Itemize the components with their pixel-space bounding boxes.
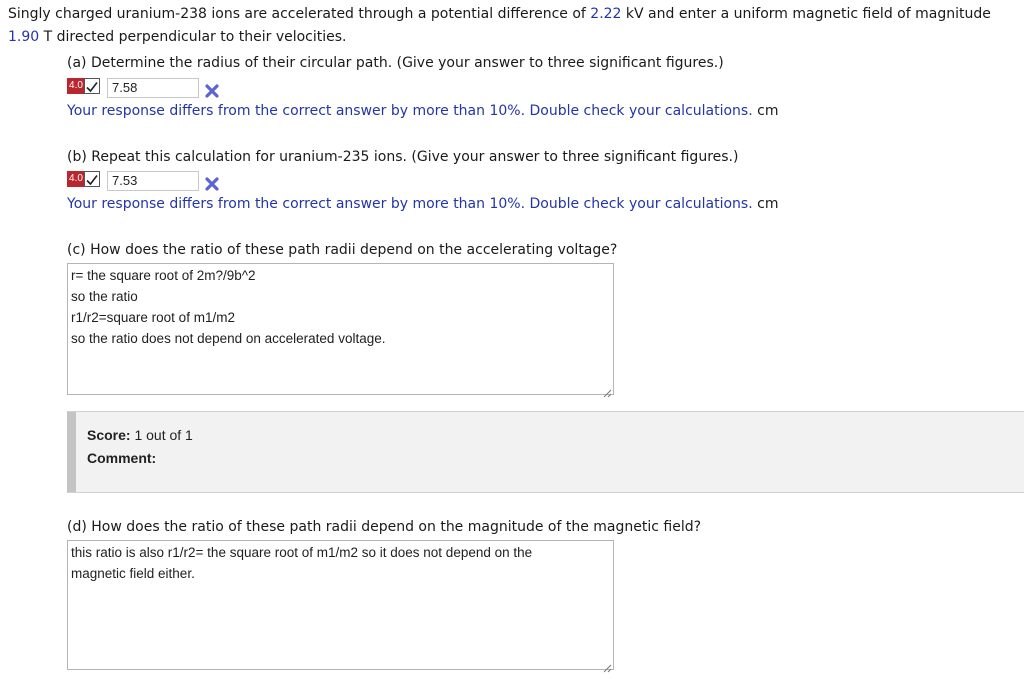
part-d-question: (d) How does the ratio of these path radii depend on the magnitude of the magnetic field? (67, 519, 702, 535)
points-label: 4.0 (67, 78, 85, 94)
part-b-feedback (67, 196, 778, 212)
score-line (87, 427, 193, 443)
unit-label: cm (757, 196, 779, 212)
score-value: 1 out of 1 (134, 427, 193, 443)
resize-grip-icon[interactable] (602, 383, 612, 393)
part-b-answer-field[interactable]: 7.53 (107, 171, 199, 191)
score-panel-bar (67, 412, 76, 492)
resize-grip-icon[interactable] (602, 658, 612, 668)
x-mark-icon (204, 83, 220, 99)
feedback-text: Your response differs from the correct answer by more than 10%. Double check your calculations. (67, 103, 753, 119)
part-d-response-textarea[interactable] (67, 540, 614, 670)
check-icon (84, 171, 100, 187)
part-b-question: (b) Repeat this calculation for uranium-235 ions. (Give your answer to three significant figures.) (67, 149, 739, 165)
response-line: magnetic field either. (71, 566, 195, 581)
score-panel (67, 411, 1024, 493)
problem-statement (8, 3, 1008, 49)
voltage-value: 2.22 (590, 6, 622, 22)
response-line: r= the square root of 2m?/9b^2 (71, 268, 256, 283)
part-a-points-badge (67, 78, 107, 96)
part-b-points-badge (67, 171, 107, 189)
points-label: 4.0 (67, 171, 85, 187)
response-line: this ratio is also r1/r2= the square root of m1/m2 so it does not depend on the (71, 545, 533, 560)
part-c-response-textarea[interactable] (67, 263, 614, 395)
unit-label: cm (757, 103, 779, 119)
part-a-answer-field[interactable]: 7.58 (107, 78, 199, 98)
score-label: Score: (87, 427, 131, 443)
part-c-question: (c) How does the ratio of these path radii depend on the accelerating voltage? (67, 242, 618, 258)
response-line: so the ratio (71, 289, 138, 304)
intro-text-3: T directed perpendicular to their velocities. (39, 29, 347, 45)
check-icon (84, 78, 100, 94)
response-line: r1/r2=square root of m1/m2 (71, 310, 235, 325)
part-a-feedback (67, 103, 778, 119)
intro-text-2: kV and enter a uniform magnetic field of magnitude (621, 6, 991, 22)
response-line: so the ratio does not depend on accelerated voltage. (71, 331, 386, 346)
comment-label: Comment: (87, 450, 157, 466)
part-a-question: (a) Determine the radius of their circular path. (Give your answer to three significant figures.) (67, 55, 724, 71)
intro-text-1: Singly charged uranium-238 ions are accelerated through a potential difference of (8, 6, 591, 22)
field-value: 1.90 (8, 29, 40, 45)
feedback-text: Your response differs from the correct answer by more than 10%. Double check your calculations. (67, 196, 753, 212)
comment-line (87, 450, 156, 466)
x-mark-icon (204, 176, 220, 192)
